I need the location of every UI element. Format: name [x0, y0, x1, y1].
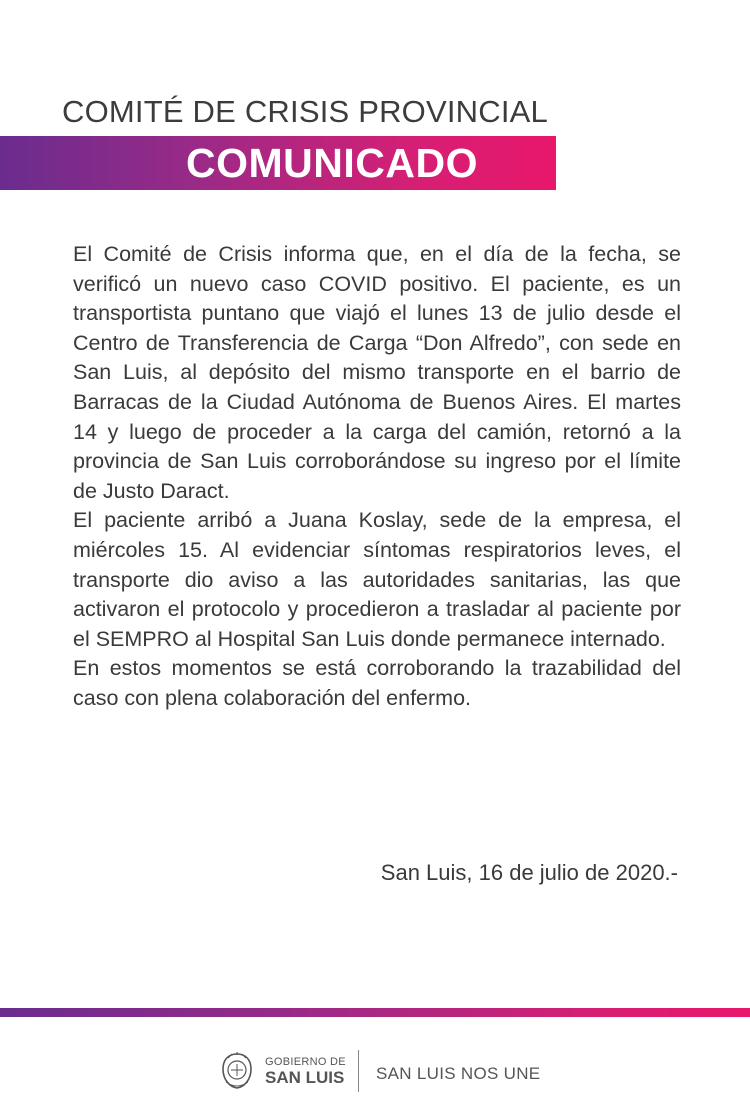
- date-line: San Luis, 16 de julio de 2020.-: [380, 860, 678, 885]
- paragraph-3: En estos momentos se está corroborando la trazabilidad del caso con plena colaboración del enfermo.: [73, 656, 681, 710]
- footer-gradient-bar: [0, 1008, 750, 1017]
- government-label-big: SAN LUIS: [265, 1068, 345, 1087]
- header-title: COMITÉ DE CRISIS PROVINCIAL: [62, 94, 548, 129]
- comunicado-banner: [0, 136, 556, 190]
- footer: [0, 1040, 750, 1100]
- paragraph-2: El paciente arribó a Juana Koslay, sede de la empresa, el miércoles 15. Al evidenciar síntomas respiratorios leves, el transporte dio aviso a las autoridades sanitarias, las que activaron el protocolo y procedieron a trasladar al paciente por el SEMPRO al Hospital San Luis donde permanece internado.: [73, 508, 681, 651]
- provincial-seal-icon: [220, 1052, 254, 1090]
- banner-label: COMUNICADO: [186, 140, 478, 186]
- slogan: SAN LUIS NOS UNE: [376, 1064, 541, 1083]
- footer-divider: [358, 1050, 359, 1092]
- communique-body: [73, 240, 681, 714]
- government-label-small: GOBIERNO DE: [265, 1056, 346, 1068]
- paragraph-1: El Comité de Crisis informa que, en el día de la fecha, se verificó un nuevo caso COVID positivo. El paciente, es un transportista puntano que viajó el lunes 13 de julio desde el Centro de Transferencia de Carga “Don Alfredo”, con sede en San Luis, al depósito del mismo transporte en el barrio de Barracas de la Ciudad Autónoma de Buenos Aires. El martes 14 y luego de proceder a la carga del camión, retornó a la provincia de San Luis corroborándose su ingreso por el límite de Justo Daract.: [73, 242, 681, 503]
